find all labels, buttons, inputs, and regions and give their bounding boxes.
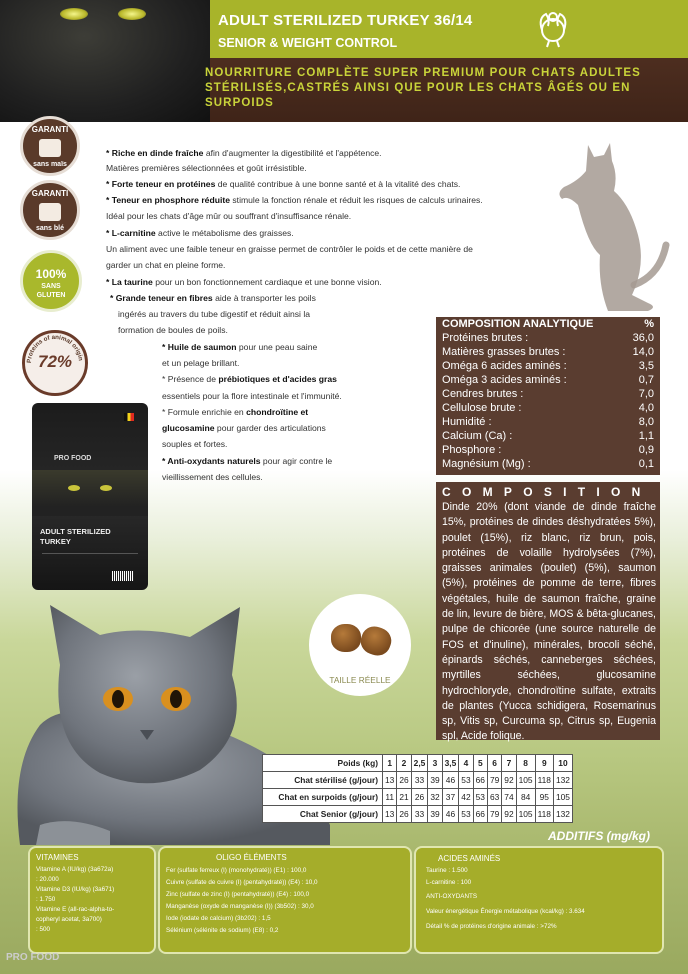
- cat-eye: [60, 8, 88, 20]
- analytical-row: Oméga 3 acides aminés : 0,7: [442, 374, 654, 386]
- benefit-line: et un pelage brillant.: [162, 358, 240, 368]
- additives-heading: ADDITIFS (mg/kg): [548, 829, 650, 843]
- benefit-line: * Huile de saumon pour une peau saine: [162, 342, 318, 352]
- trace-element-line: Cuivre (sulfate de cuivre (I) (pentahydraté)) (E4) : 10,0: [166, 879, 318, 886]
- vitamin-line: : 1.750: [36, 896, 56, 903]
- feeding-cell: 26: [411, 789, 428, 806]
- analytical-row: Calcium (Ca) : 1,1: [442, 430, 654, 442]
- amino-line: Valeur énergétique Énergie métabolique (kcal/kg) : 3.634: [426, 908, 585, 915]
- feeding-cell: 26: [397, 772, 411, 789]
- benefit-line: * Présence de prébiotiques et d'acides gras: [162, 374, 337, 384]
- analytical-row: Oméga 6 acides aminés : 3,5: [442, 360, 654, 372]
- vitamins-title: VITAMINES: [36, 853, 79, 862]
- package-name-line1: ADULT STERILIZED: [40, 527, 111, 536]
- benefit-line: garder un chat en pleine forme.: [106, 260, 226, 270]
- benefit-line: * Anti-oxydants naturels pour agir contre le: [162, 456, 333, 466]
- header-cat-photo: [0, 0, 210, 122]
- analytical-title: COMPOSITION ANALYTIQUE: [442, 318, 594, 330]
- feeding-cell: 46: [442, 772, 459, 789]
- belgian-flag-icon: [124, 413, 134, 421]
- feeding-row: [263, 789, 573, 806]
- turkey-icon: [536, 8, 570, 48]
- benefit-line: * L-carnitine active le métabolisme des graisses.: [106, 228, 294, 238]
- package-brand: PRO FOOD: [54, 455, 92, 462]
- barcode-icon: [112, 571, 134, 581]
- feeding-cell: 3,5: [442, 755, 459, 772]
- wheat-free-badge: GARANTI sans blé: [20, 180, 80, 240]
- benefit-line: vieillissement des cellules.: [162, 472, 263, 482]
- feeding-cell: 3: [428, 755, 442, 772]
- feeding-cell: 11: [383, 789, 397, 806]
- feeding-cell: 132: [553, 772, 572, 789]
- benefit-line: Un aliment avec une faible teneur en graisse permet de contrôler le poids et de cette manière de: [106, 244, 473, 254]
- vitamin-line: Vitamine E (all-rac-alpha-to-: [36, 906, 115, 913]
- cat-eye: [118, 8, 146, 20]
- product-subtitle: SENIOR & WEIGHT CONTROL: [218, 36, 398, 50]
- package-cat-eye: [68, 485, 80, 491]
- feeding-cell: 32: [428, 789, 442, 806]
- amino-line: L-carnitine : 100: [426, 879, 472, 886]
- feeding-cell: 53: [459, 806, 473, 823]
- vitamin-line: Vitamine A (IU/kg) (3a672a): [36, 866, 114, 873]
- feeding-cell: 79: [487, 772, 501, 789]
- feeding-row-label: Chat en surpoids (g/jour): [263, 789, 383, 806]
- feeding-cell: 37: [442, 789, 459, 806]
- amino-line: ANTI-OXYDANTS: [426, 893, 478, 900]
- benefit-line: * Forte teneur en protéines de qualité contribue à une bonne santé et à la vitalité des chats.: [106, 179, 461, 189]
- feeding-cell: 10: [553, 755, 572, 772]
- benefit-line: * Formule enrichie en chondroïtine et: [162, 407, 309, 417]
- feeding-cell: 66: [473, 772, 487, 789]
- feeding-cell: 92: [502, 806, 516, 823]
- feeding-cell: 118: [535, 806, 553, 823]
- feeding-cell: 33: [411, 806, 428, 823]
- package-cat-eye: [100, 485, 112, 491]
- trace-element-line: Fer (sulfate ferreux (I) (monohydraté)) (E1) : 100,0: [166, 867, 307, 874]
- amino-line: Taurine : 1.500: [426, 867, 468, 874]
- feeding-cell: 13: [383, 772, 397, 789]
- analytical-row: Phosphore : 0,9: [442, 444, 654, 456]
- analytical-row: Matières grasses brutes : 14,0: [442, 346, 654, 358]
- benefit-line: Idéal pour les chats d'âge mûr ou souffrant d'insuffisance rénale.: [106, 211, 352, 221]
- feeding-cell: 2: [397, 755, 411, 772]
- feeding-cell: 132: [553, 806, 572, 823]
- feeding-row: [263, 772, 573, 789]
- feeding-cell: 4: [459, 755, 473, 772]
- wheat-icon: [39, 203, 61, 221]
- benefit-line: Matières premières sélectionnées et goût irrésistible.: [106, 163, 307, 173]
- feeding-cell: 2,5: [411, 755, 428, 772]
- feeding-cell: 1: [383, 755, 397, 772]
- corn-icon: [39, 139, 61, 157]
- standing-cat-silhouette: [548, 135, 673, 315]
- feeding-row-label: Chat stérilisé (g/jour): [263, 772, 383, 789]
- feeding-cell: 105: [553, 789, 572, 806]
- amino-acids-box: [414, 846, 664, 954]
- feeding-cell: 66: [473, 806, 487, 823]
- feeding-cell: 92: [502, 772, 516, 789]
- kibble-caption: TAILLE RÉELLE: [329, 675, 391, 685]
- corn-free-badge: GARANTI sans maïs: [20, 116, 80, 176]
- footer-brand-logo: PRO FOOD: [6, 952, 60, 963]
- trace-element-line: Manganèse (oxyde de manganèse (I)) (3b502) : 30,0: [166, 903, 314, 910]
- benefit-line: * Riche en dinde fraîche afin d'augmenter la digestibilité et l'appétence.: [106, 148, 382, 158]
- vitamin-line: copheryl acetat, 3a700): [36, 916, 102, 923]
- product-package: [32, 403, 148, 590]
- package-name-line2: TURKEY: [40, 537, 71, 546]
- feeding-cell: 39: [428, 806, 442, 823]
- benefit-line: * Teneur en phosphore réduite stimule la fonction rénale et réduit les risques de calculs urinaires.: [106, 195, 483, 205]
- trace-elements-box: [158, 846, 412, 954]
- kibble-piece: [357, 623, 395, 660]
- feeding-cell: 53: [473, 789, 487, 806]
- feeding-cell: 53: [459, 772, 473, 789]
- package-cat-band: [32, 470, 148, 516]
- trace-element-line: Zinc (sulfate de zinc (I) (pentahydraté)) (E4) : 100,0: [166, 891, 310, 898]
- feeding-cell: 63: [487, 789, 501, 806]
- analytical-unit: %: [644, 318, 654, 330]
- composition-text: Dinde 20% (dont viande de dinde fraîche 15%, protéines de dindes déshydratées 5%), poulet (15%), riz blanc, riz brun, pois, protéines de volaille hydrolysées (7%), graisses animales (poulet) (5%), saumon (5%), protéines de pomme de terre, fibres végétales, huile de saumon fraîche, graine de lin, levure de bière, MOS & bêta-glucanes, pulpe de chicorée (une source naturelle de FOS et d'inuline), minérales, brocoli séché, épinards séchés, canneberges séchées, myrtilles séchées, glucosamine hydrochloryde, chondroïtine sulfate, extraits de plantes (Yucca schidigera, Rosemarinus sp, Vitis sp, Curcuma sp, Citrus sp, Eugenia spl, Acide folique.: [442, 501, 656, 743]
- kibble-piece: [331, 624, 361, 652]
- feeding-row: [263, 806, 573, 823]
- analytical-row: Protéines brutes : 36,0: [442, 332, 654, 344]
- analytical-row: Humidité : 8,0: [442, 416, 654, 428]
- title-band: [210, 0, 688, 58]
- svg-text:Proteins of animal origin: Proteins of animal origin: [25, 333, 84, 364]
- animal-protein-badge: [22, 330, 88, 396]
- benefit-line: glucosamine pour garder des articulations: [162, 423, 326, 433]
- feeding-cell: 6: [487, 755, 501, 772]
- composition-panel: [436, 482, 660, 743]
- benefit-line: ingérés au travers du tube digestif et réduit ainsi la: [118, 309, 311, 319]
- vitamins-box: [28, 846, 156, 954]
- feeding-cell: 74: [502, 789, 516, 806]
- package-icons-row: [42, 553, 138, 565]
- trace-element-line: Iode (iodate de calcium) (3b202) : 1,5: [166, 915, 271, 922]
- vitamin-line: : 500: [36, 926, 51, 933]
- protein-percentage: 72%: [37, 352, 73, 371]
- feeding-cell: 84: [516, 789, 535, 806]
- feeding-cell: 33: [411, 772, 428, 789]
- analytical-composition-panel: [436, 317, 660, 475]
- trace-elements-title: OLIGO ÉLÉMENTS: [216, 853, 287, 862]
- feeding-cell: 95: [535, 789, 553, 806]
- feeding-cell: 5: [473, 755, 487, 772]
- feeding-cell: 105: [516, 772, 535, 789]
- feeding-row-label: Poids (kg): [263, 755, 383, 772]
- feeding-cell: 13: [383, 806, 397, 823]
- benefit-line: souples et fortes.: [162, 439, 228, 449]
- product-title: ADULT STERILIZED TURKEY 36/14: [218, 12, 473, 29]
- benefit-line: essentiels pour la flore intestinale et l'immunité.: [162, 391, 342, 401]
- feeding-cell: 46: [442, 806, 459, 823]
- benefit-line: * Grande teneur en fibres aide à transporter les poils: [110, 293, 316, 303]
- amino-line: Détail % de protéines d'origine animale : >72%: [426, 923, 557, 930]
- feeding-cell: 8: [516, 755, 535, 772]
- trace-element-line: Sélénium (sélénite de sodium) (E8) : 0,2: [166, 927, 279, 934]
- feeding-row-label: Chat Senior (g/jour): [263, 806, 383, 823]
- feeding-row: [263, 755, 573, 772]
- feeding-cell: 9: [535, 755, 553, 772]
- feeding-cell: 105: [516, 806, 535, 823]
- analytical-row: Magnésium (Mg) : 0,1: [442, 458, 654, 470]
- feeding-cell: 7: [502, 755, 516, 772]
- feeding-cell: 79: [487, 806, 501, 823]
- analytical-row: Cendres brutes : 7,0: [442, 388, 654, 400]
- benefit-line: formation de boules de poils.: [118, 325, 228, 335]
- feeding-cell: 39: [428, 772, 442, 789]
- feeding-table: [262, 754, 573, 823]
- benefit-line: * La taurine pour un bon fonctionnement cardiaque et une bonne vision.: [106, 277, 382, 287]
- feeding-cell: 118: [535, 772, 553, 789]
- feeding-cell: 21: [397, 789, 411, 806]
- feeding-cell: 26: [397, 806, 411, 823]
- analytical-row: Cellulose brute : 4,0: [442, 402, 654, 414]
- header: [0, 0, 688, 122]
- gluten-free-badge: 100% SANS GLUTEN: [20, 250, 82, 312]
- tagline: NOURRITURE COMPLÈTE SUPER PREMIUM POUR CHATS ADULTES STÉRILISÉS,CASTRÉS AINSI QUE POUR LES CHATS ÂGÉS OU EN SURPOIDS: [205, 67, 641, 109]
- feeding-cell: 42: [459, 789, 473, 806]
- vitamin-line: : 20.000: [36, 876, 59, 883]
- vitamin-line: Vitamine D3 (IU/kg) (3a671): [36, 886, 115, 893]
- composition-title: COMPOSITION: [442, 485, 652, 499]
- amino-acids-title: ACIDES AMINÉS: [438, 854, 501, 863]
- kibble-size-circle: [309, 594, 411, 696]
